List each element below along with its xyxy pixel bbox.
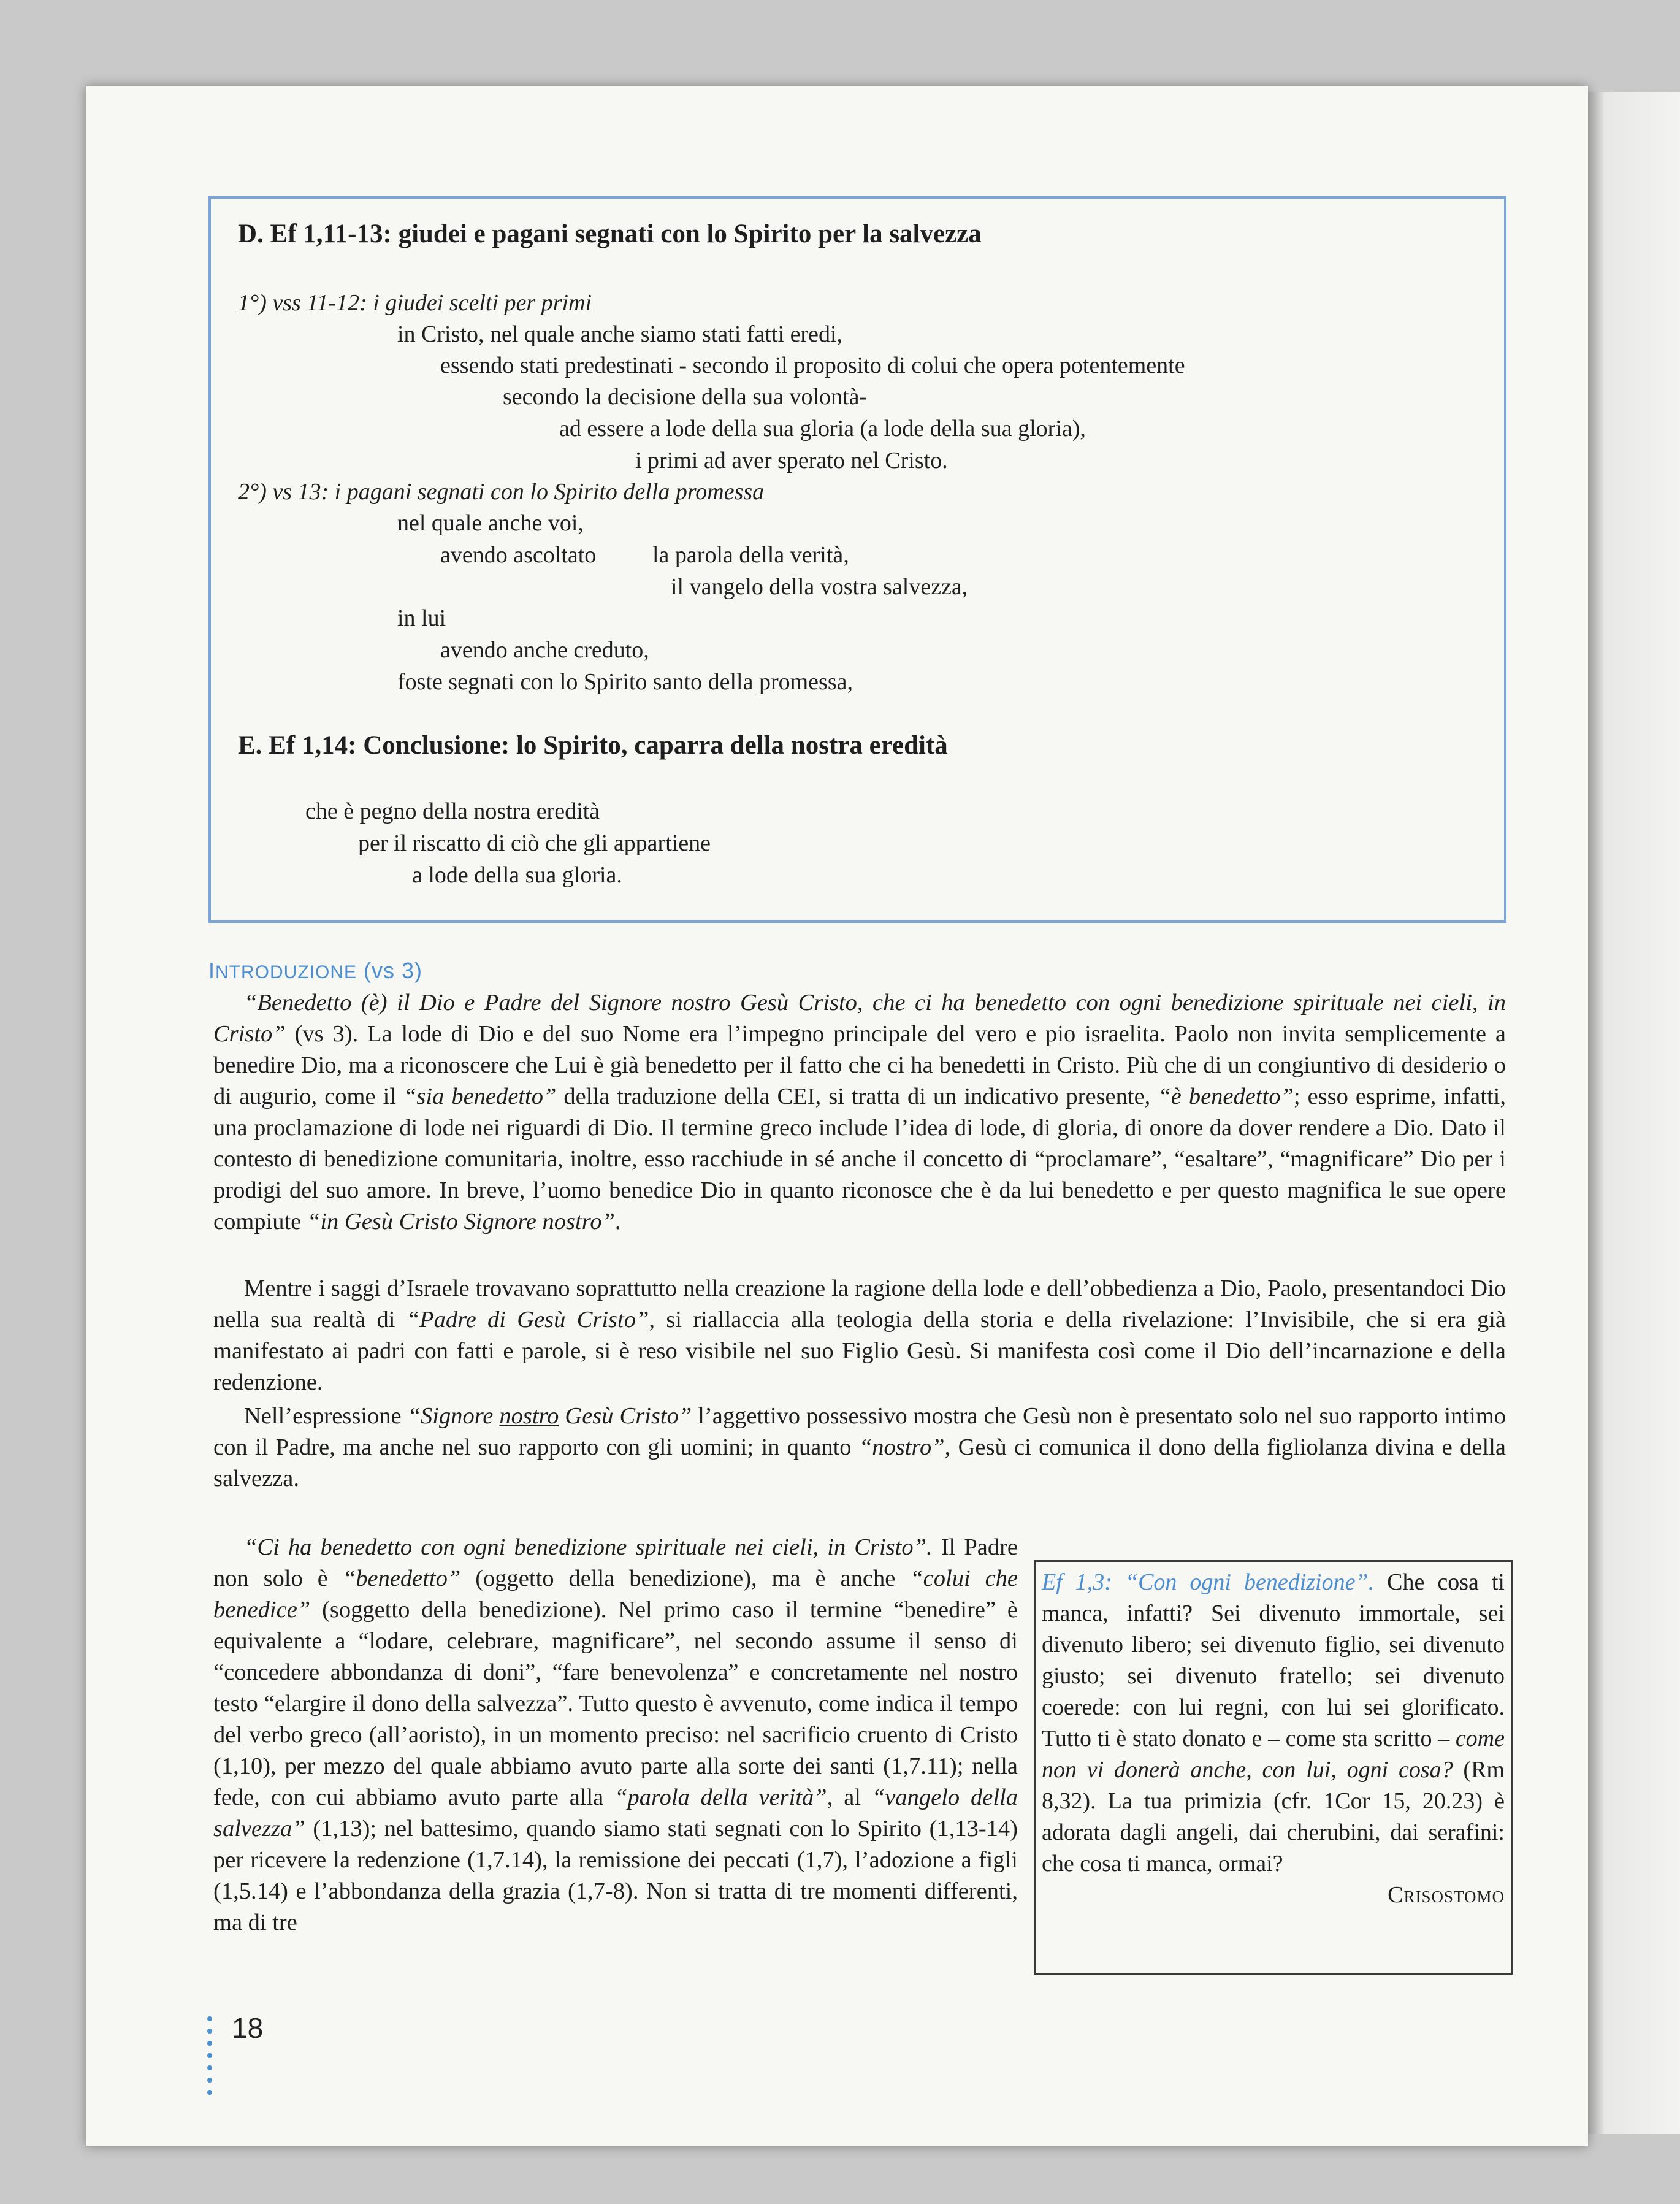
verse-line: il vangelo della vostra salvezza, [671,574,968,600]
verse-line: per il riscatto di ciò che gli appartiene [358,830,711,856]
verse-line: che è pegno della nostra eredità [305,798,600,824]
decorative-dots [207,2016,212,2102]
verse-line: i primi ad aver sperato nel Cristo. [635,448,948,473]
page-number: 18 [232,2012,264,2044]
sidebar-quote-box: Ef 1,3: “Con ogni benedizione”. Che cosa ti manca, infatti? Sei divenuto immortale, sei divenuto libero; sei divenuto figlio, sei divenuto giusto; sei divenuto fratello; sei divenuto coerede: con lui regni, con lui sei glorificato. Tutto ti è stato donato e – come sta scritto – come non vi donerà anche, con lui, ogni cosa? (Rm 8,32). La tua primizia (cfr. 1Cor 15, 20.23) è adorata dagli angeli, dai cherubini, dai serafini: che cosa ti manca, ormai? Crisostomo [1034,1560,1513,1975]
verse-line: in lui [397,605,446,631]
intro-heading: INTRODUZIONE (vs 3) [208,958,423,983]
verse-line: secondo la decisione della sua volontà- [503,384,868,410]
verse-line: la parola della verità, [652,542,849,568]
section-e-title: E. Ef 1,14: Conclusione: lo Spirito, caparra della nostra eredità [238,731,948,760]
sidebar-author: Crisostomo [1388,1882,1505,1908]
verse-line: essendo stati predestinati - secondo il proposito di colui che opera potentemente [440,353,1185,378]
verse-line: ad essere a lode della sua gloria (a lode della sua gloria), [559,416,1086,442]
verse-line: avendo ascoltato [440,542,597,568]
column-paragraph: “Ci ha benedetto con ogni benedizione spirituale nei cieli, in Cristo”. Il Padre non solo è “benedetto” (oggetto della benedizione), ma è anche “colui che benedice” (soggetto della benedizione). Nel primo caso il termine “benedire” è equivalente a “lodare, celebrare, magnificare”, nel secondo assume il senso di “concedere abbondanza di doni”, “fare benevolenza” e concretamente nel nostro testo “elargire il dono della salvezza”. Tutto questo è avvenuto, come indica il tempo del verbo greco (all’aoristo), in un momento preciso: nel sacrificio cruento di Cristo (1,10), per mezzo del quale abbiamo avuto parte alla sorte dei santi (1,7.11); nella fede, con cui abbiamo avuto parte alla “parola della verità”, al “vangelo della salvezza” (1,13); nel battesimo, quando siamo stati segnati con lo Spirito (1,13-14) per ricevere la redenzione (1,7.14), la remissione dei peccati (1,7), l’adozione a figli (1,5.14) e l’abbondanza della grazia (1,7-8). Non si tratta di tre momenti differenti, ma di tre [213,1534,1018,1935]
verse-line: in Cristo, nel quale anche siamo stati fatti eredi, [397,321,843,347]
section-d-title: D. Ef 1,11-13: giudei e pagani segnati con lo Spirito per la salvezza [238,220,982,248]
verse-line: nel quale anche voi, [397,510,584,536]
verse-line: foste segnati con lo Spirito santo della promessa, [397,669,853,695]
sidebar-reference: Ef 1,3: “Con ogni benedizione”. [1042,1569,1375,1595]
intro-paragraph-1: “Benedetto (è) il Dio e Padre del Signore nostro Gesù Cristo, che ci ha benedetto con ogni benedizione spirituale nei cieli, in Cristo” (vs 3). La lode di Dio e del suo Nome era l’impegno principale del vero e pio israelita. Paolo non invita semplicemente a benedire Dio, ma a riconoscere che Lui è già benedetto per il fatto che ci ha benedetti in Cristo. Più che di un congiuntivo di desiderio o di augurio, come il “sia benedetto” della traduzione della CEI, si tratta di un indicativo presente, “è benedetto”; esso esprime, infatti, una proclamazione di lode nei riguardi di Dio. Il termine greco include l’idea di lode, di gloria, di onore da dover rendere a Dio. Dato il contesto di benedizione comunitaria, inoltre, esso racchiude in sé anche il concetto di “proclamare”, “esaltare”, “magnificare” Dio per i prodigi del suo amore. In breve, l’uomo benedice Dio in quanto riconosce che è da lui benedetto e per questo magnifica le sue opere compiute “in Gesù Cristo Signore nostro”. [213,990,1506,1234]
section-d-subtitle-2: 2°) vs 13: i pagani segnati con lo Spirito della promessa [238,479,765,505]
facing-page-edge [1588,92,1680,2134]
verse-line: a lode della sua gloria. [412,862,622,888]
section-d-subtitle-1: 1°) vss 11-12: i giudei scelti per primi [238,290,592,316]
intro-paragraph-2: Mentre i saggi d’Israele trovavano soprattutto nella creazione la ragione della lode e dell’obbedienza a Dio, Paolo, presentandoci Dio nella sua realtà di “Padre di Gesù Cristo”, si riallaccia alla teologia della storia e della rivelazione: l’Invisibile, che si era già manifestato ai padri con fatti e parole, si è reso visibile nel suo Figlio Gesù. Si manifesta così come il Dio dell’incarnazione e della redenzione. [213,1276,1506,1395]
verse-line: avendo anche creduto, [440,637,649,663]
intro-paragraph-3: Nell’espressione “Signore nostro Gesù Cristo” l’aggettivo possessivo mostra che Gesù non è presentato solo nel suo rapporto intimo con il Padre, ma anche nel suo rapporto con gli uomini; in quanto “nostro”, Gesù ci comunica il dono della figliolanza divina e della salvezza. [213,1403,1506,1491]
